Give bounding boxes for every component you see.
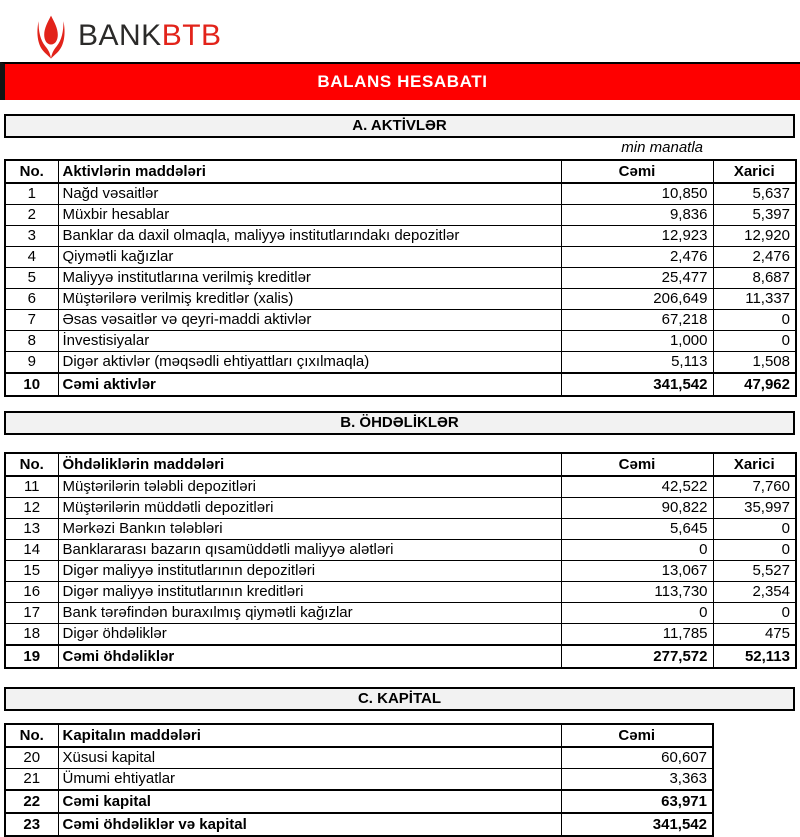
row-label: Banklararası bazarın qısamüddətli maliyyə alətləri	[58, 540, 561, 561]
table-row	[5, 747, 713, 769]
row-label: Müxbir hesablar	[58, 205, 561, 226]
section-a	[0, 114, 800, 397]
row-xarici: 7,760	[713, 476, 796, 498]
bank-logo	[0, 0, 800, 62]
row-xarici: 5,637	[713, 183, 796, 205]
header-row	[5, 160, 796, 183]
section-a-title: A. AKTİVLƏR	[4, 114, 795, 138]
row-cemi: 3,363	[561, 769, 713, 791]
row-no: 11	[5, 476, 58, 498]
row-no: 14	[5, 540, 58, 561]
row-cemi: 9,836	[561, 205, 713, 226]
table-row	[5, 205, 796, 226]
table-row	[5, 476, 796, 498]
row-label: Digər maliyyə institutlarının kreditləri	[58, 582, 561, 603]
row-no: 15	[5, 561, 58, 582]
total-row	[5, 790, 713, 813]
row-label: Xüsusi kapital	[58, 747, 561, 769]
column-header-cemi: Cəmi	[561, 724, 713, 747]
row-no: 3	[5, 226, 58, 247]
logo-text	[78, 13, 222, 59]
report-title: BALANS HESABATI	[317, 72, 488, 91]
row-no: 8	[5, 331, 58, 352]
row-cemi: 63,971	[561, 790, 713, 813]
row-label: Qiymətli kağızlar	[58, 247, 561, 268]
row-cemi: 25,477	[561, 268, 713, 289]
row-label: Ümumi ehtiyatlar	[58, 769, 561, 791]
row-no: 13	[5, 519, 58, 540]
row-xarici: 8,687	[713, 268, 796, 289]
row-cemi: 60,607	[561, 747, 713, 769]
row-no: 2	[5, 205, 58, 226]
row-no: 5	[5, 268, 58, 289]
table-row	[5, 769, 713, 791]
row-label: İnvestisiyalar	[58, 331, 561, 352]
table-row	[5, 540, 796, 561]
row-no: 23	[5, 813, 58, 836]
row-label: Nağd vəsaitlər	[58, 183, 561, 205]
column-header-xarici: Xarici	[713, 160, 796, 183]
row-xarici: 35,997	[713, 498, 796, 519]
table-row	[5, 582, 796, 603]
row-label: Cəmi öhdəliklər və kapital	[58, 813, 561, 836]
column-header-label: Kapitalın maddələri	[58, 724, 561, 747]
row-xarici: 0	[713, 310, 796, 331]
table-row	[5, 331, 796, 352]
row-label: Cəmi aktivlər	[58, 373, 561, 396]
row-label: Əsas vəsaitlər və qeyri-maddi aktivlər	[58, 310, 561, 331]
row-no: 21	[5, 769, 58, 791]
row-xarici: 2,354	[713, 582, 796, 603]
logo-text-bank: BANK	[78, 18, 162, 52]
column-header-no: No.	[5, 453, 58, 476]
row-no: 9	[5, 352, 58, 374]
section-b-table	[4, 452, 797, 669]
row-xarici: 12,920	[713, 226, 796, 247]
column-header-no: No.	[5, 724, 58, 747]
row-no: 22	[5, 790, 58, 813]
table-row	[5, 310, 796, 331]
row-label: Müştərilərə verilmiş kreditlər (xalis)	[58, 289, 561, 310]
row-no: 20	[5, 747, 58, 769]
row-no: 19	[5, 645, 58, 668]
table-row	[5, 498, 796, 519]
row-cemi: 42,522	[561, 476, 713, 498]
column-header-label: Öhdəliklərin maddələri	[58, 453, 561, 476]
total-row	[5, 645, 796, 668]
row-label: Müştərilərin tələbli depozitləri	[58, 476, 561, 498]
table-row	[5, 226, 796, 247]
logo-text-btb: BTB	[161, 18, 222, 52]
row-no: 7	[5, 310, 58, 331]
total-row	[5, 813, 713, 836]
column-header-no: No.	[5, 160, 58, 183]
row-label: Digər maliyyə institutlarının depozitləri	[58, 561, 561, 582]
row-no: 17	[5, 603, 58, 624]
table-row	[5, 519, 796, 540]
row-label: Maliyyə institutlarına verilmiş kreditlər	[58, 268, 561, 289]
table-row	[5, 352, 796, 374]
table-row	[5, 247, 796, 268]
flame-icon	[34, 13, 68, 59]
table-row	[5, 603, 796, 624]
row-no: 18	[5, 624, 58, 646]
section-c-table	[4, 723, 714, 837]
row-cemi: 12,923	[561, 226, 713, 247]
row-cemi: 277,572	[561, 645, 713, 668]
row-xarici: 0	[713, 331, 796, 352]
total-row	[5, 373, 796, 396]
row-xarici: 0	[713, 519, 796, 540]
row-xarici: 5,527	[713, 561, 796, 582]
row-xarici: 2,476	[713, 247, 796, 268]
row-cemi: 90,822	[561, 498, 713, 519]
header-row	[5, 453, 796, 476]
row-label: Bank tərəfindən buraxılmış qiymətli kağızlar	[58, 603, 561, 624]
row-xarici: 5,397	[713, 205, 796, 226]
row-label: Cəmi öhdəliklər	[58, 645, 561, 668]
row-cemi: 10,850	[561, 183, 713, 205]
row-cemi: 341,542	[561, 373, 713, 396]
row-no: 10	[5, 373, 58, 396]
row-cemi: 113,730	[561, 582, 713, 603]
row-xarici: 475	[713, 624, 796, 646]
row-cemi: 2,476	[561, 247, 713, 268]
header-row	[5, 724, 713, 747]
row-cemi: 341,542	[561, 813, 713, 836]
column-header-label: Aktivlərin maddələri	[58, 160, 561, 183]
row-no: 1	[5, 183, 58, 205]
section-b-title: B. ÖHDƏLİKLƏR	[4, 411, 795, 435]
column-header-xarici: Xarici	[713, 453, 796, 476]
row-cemi: 1,000	[561, 331, 713, 352]
report-title-banner	[0, 62, 800, 100]
row-label: Müştərilərin müddətli depozitləri	[58, 498, 561, 519]
row-xarici: 11,337	[713, 289, 796, 310]
row-cemi: 206,649	[561, 289, 713, 310]
row-no: 6	[5, 289, 58, 310]
section-b	[0, 411, 800, 669]
row-cemi: 5,645	[561, 519, 713, 540]
row-label: Digər öhdəliklər	[58, 624, 561, 646]
row-cemi: 0	[561, 540, 713, 561]
row-label: Banklar da daxil olmaqla, maliyyə institutlarındakı depozitlər	[58, 226, 561, 247]
table-row	[5, 561, 796, 582]
column-header-cemi: Cəmi	[561, 160, 713, 183]
sections	[0, 114, 800, 837]
table-row	[5, 268, 796, 289]
section-c-title: C. KAPİTAL	[4, 687, 795, 711]
row-cemi: 13,067	[561, 561, 713, 582]
row-label: Cəmi kapital	[58, 790, 561, 813]
row-no: 12	[5, 498, 58, 519]
section-c	[0, 687, 800, 837]
row-cemi: 5,113	[561, 352, 713, 374]
row-xarici: 1,508	[713, 352, 796, 374]
table-row	[5, 289, 796, 310]
row-xarici: 0	[713, 603, 796, 624]
section-a-table	[4, 159, 797, 397]
row-label: Mərkəzi Bankın tələbləri	[58, 519, 561, 540]
row-label: Digər aktivlər (məqsədli ehtiyattları çıxılmaqla)	[58, 352, 561, 374]
column-header-cemi: Cəmi	[561, 453, 713, 476]
row-no: 16	[5, 582, 58, 603]
row-xarici: 47,962	[713, 373, 796, 396]
row-cemi: 11,785	[561, 624, 713, 646]
row-cemi: 0	[561, 603, 713, 624]
table-row	[5, 624, 796, 646]
table-row	[5, 183, 796, 205]
unit-note: min manatla	[621, 139, 703, 156]
row-cemi: 67,218	[561, 310, 713, 331]
row-xarici: 0	[713, 540, 796, 561]
row-no: 4	[5, 247, 58, 268]
row-xarici: 52,113	[713, 645, 796, 668]
